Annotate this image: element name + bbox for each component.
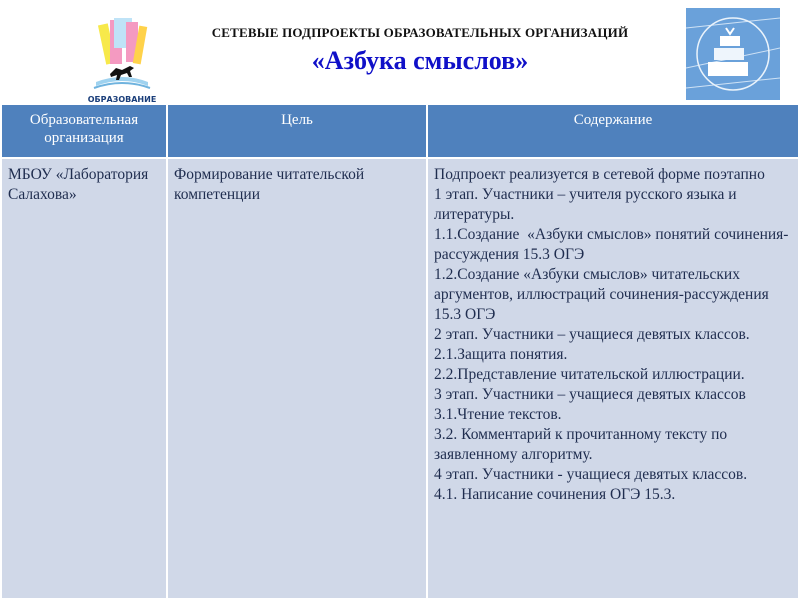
table-row xyxy=(1,158,799,599)
column-header-goal: Цель xyxy=(167,104,427,158)
column-header-content: Содержание xyxy=(427,104,799,158)
content-line: 1.1.Создание «Азбуки смыслов» понятий сочинения-рассуждения 15.3 ОГЭ xyxy=(434,226,789,263)
content-line: 1.2.Создание «Азбуки смыслов» читательских аргументов, иллюстраций сочинения-рассуждения 15.3 ОГЭ xyxy=(434,266,773,323)
subproject-table xyxy=(0,103,800,600)
slide-header xyxy=(0,0,800,104)
obrazovanie-logo-icon xyxy=(88,16,156,104)
content-line: 2.1.Защита понятия. xyxy=(434,346,568,363)
content-line: 3.2. Комментарий к прочитанному тексту по заявленному алгоритму. xyxy=(434,426,731,463)
content-line: 3.1.Чтение текстов. xyxy=(434,406,562,423)
table-header-row xyxy=(1,104,799,158)
goal-cell: Формирование читательской компетенции xyxy=(167,158,427,599)
column-header-organization: Образовательная организация xyxy=(1,104,167,158)
svg-text:ОБРАЗОВАНИЕ: ОБРАЗОВАНИЕ xyxy=(88,95,156,104)
content-line: 4.1. Написание сочинения ОГЭ 15.3. xyxy=(434,486,676,503)
content-line: 2 этап. Участники – учащиеся девятых классов. xyxy=(434,326,750,343)
slide-subtitle: СЕТЕВЫЕ ПОДПРОЕКТЫ ОБРАЗОВАТЕЛЬНЫХ ОРГАНИЗАЦИЙ xyxy=(211,25,629,40)
content-line: 1 этап. Участники – учителя русского языка и литературы. xyxy=(434,186,741,223)
content-cell xyxy=(427,158,799,599)
methodical-center-logo-icon xyxy=(686,8,780,100)
content-line: 2.2.Представление читательской иллюстрации. xyxy=(434,366,745,383)
content-line: 4 этап. Участники - учащиеся девятых классов. xyxy=(434,466,748,483)
content-line: 3 этап. Участники – учащиеся девятых классов xyxy=(434,386,746,403)
content-line: Подпроект реализуется в сетевой форме поэтапно xyxy=(434,166,765,183)
slide-title: «Азбука смыслов» xyxy=(311,46,529,75)
organization-cell: МБОУ «Лаборатория Салахова» xyxy=(1,158,167,599)
